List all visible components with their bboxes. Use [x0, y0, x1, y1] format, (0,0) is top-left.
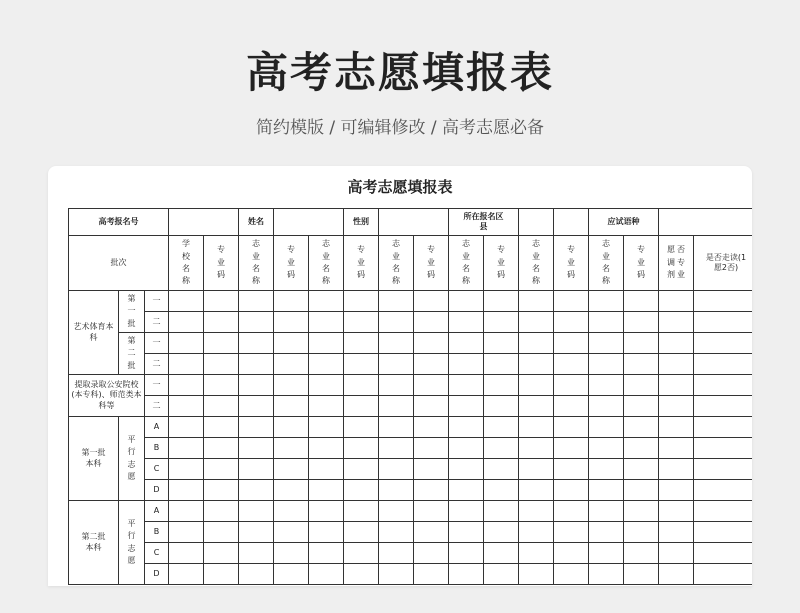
input-cell[interactable] [169, 396, 204, 417]
input-cell[interactable] [379, 564, 414, 585]
input-cell[interactable] [239, 459, 274, 480]
col-major-code: 专业码 [484, 236, 519, 291]
input-cell[interactable] [589, 291, 624, 312]
input-cell[interactable] [554, 291, 589, 312]
input-cell[interactable] [659, 354, 694, 375]
input-cell[interactable] [344, 564, 379, 585]
input-cell[interactable] [309, 396, 344, 417]
input-cell[interactable] [204, 501, 239, 522]
input-cell[interactable] [519, 291, 554, 312]
input-cell[interactable] [519, 333, 554, 354]
input-cell[interactable] [309, 417, 344, 438]
input-cell[interactable] [624, 396, 659, 417]
input-cell[interactable] [344, 543, 379, 564]
input-cell[interactable] [379, 333, 414, 354]
input-cell[interactable] [484, 354, 519, 375]
input-cell[interactable] [449, 333, 484, 354]
input-cell[interactable] [379, 396, 414, 417]
row-label: B [145, 438, 169, 459]
input-cell[interactable] [309, 522, 344, 543]
row-label: B [145, 522, 169, 543]
input-cell[interactable] [659, 396, 694, 417]
input-cell[interactable] [589, 396, 624, 417]
input-cell[interactable] [379, 438, 414, 459]
input-cell[interactable] [309, 564, 344, 585]
input-cell[interactable] [239, 354, 274, 375]
input-cell[interactable] [204, 396, 239, 417]
input-cell[interactable] [484, 543, 519, 564]
input-cell[interactable] [589, 375, 624, 396]
input-cell[interactable] [274, 522, 309, 543]
input-cell[interactable] [274, 333, 309, 354]
input-cell[interactable] [694, 291, 752, 312]
input-cell[interactable] [589, 354, 624, 375]
input-cell[interactable] [414, 375, 449, 396]
input-cell[interactable] [659, 459, 694, 480]
input-cell[interactable] [624, 333, 659, 354]
input-cell[interactable] [344, 480, 379, 501]
col-major-code: 专业码 [204, 236, 239, 291]
input-cell[interactable] [519, 459, 554, 480]
input-cell[interactable] [239, 333, 274, 354]
input-cell[interactable] [414, 522, 449, 543]
input-cell[interactable] [239, 312, 274, 333]
input-cell[interactable] [484, 480, 519, 501]
section-tier1: 第一批本科 [69, 417, 119, 501]
input-cell[interactable] [659, 375, 694, 396]
input-cell[interactable] [414, 396, 449, 417]
input-cell[interactable] [274, 543, 309, 564]
input-cell[interactable] [344, 522, 379, 543]
name-field[interactable] [274, 209, 344, 236]
input-cell[interactable] [204, 438, 239, 459]
col-wish-name: 志业名称 [589, 236, 624, 291]
col-major-code: 专业码 [414, 236, 449, 291]
col-major-code: 专业码 [274, 236, 309, 291]
form-title: 高考志愿填报表 [347, 178, 453, 196]
input-cell[interactable] [309, 501, 344, 522]
input-cell[interactable] [169, 501, 204, 522]
input-cell[interactable] [589, 564, 624, 585]
input-cell[interactable] [239, 438, 274, 459]
input-cell[interactable] [694, 312, 752, 333]
input-cell[interactable] [484, 438, 519, 459]
input-cell[interactable] [344, 501, 379, 522]
input-cell[interactable] [309, 480, 344, 501]
row-label: C [145, 459, 169, 480]
input-cell[interactable] [624, 459, 659, 480]
col-wish-name: 志业名称 [239, 236, 274, 291]
row-label: 二 [145, 396, 169, 417]
row-label: 二 [145, 354, 169, 375]
input-cell[interactable] [449, 291, 484, 312]
input-cell[interactable] [624, 480, 659, 501]
section-police-normal: 提取录取公安院校(本专科)、师范类本科等 [69, 375, 145, 417]
page-title: 高考志愿填报表 [245, 48, 554, 97]
input-cell[interactable] [624, 354, 659, 375]
input-cell[interactable] [554, 333, 589, 354]
input-cell[interactable] [379, 312, 414, 333]
row-label: A [145, 417, 169, 438]
sub-first-batch: 第一批 [119, 291, 145, 333]
input-cell[interactable] [554, 396, 589, 417]
input-cell[interactable] [204, 291, 239, 312]
input-cell[interactable] [414, 501, 449, 522]
input-cell[interactable] [659, 501, 694, 522]
name-label: 姓名 [239, 209, 274, 236]
input-cell[interactable] [659, 480, 694, 501]
input-cell[interactable] [589, 333, 624, 354]
input-cell[interactable] [344, 438, 379, 459]
input-cell[interactable] [169, 564, 204, 585]
input-cell[interactable] [694, 480, 752, 501]
volunteer-form-table [68, 208, 752, 585]
input-cell[interactable] [204, 459, 239, 480]
input-cell[interactable] [554, 564, 589, 585]
input-cell[interactable] [554, 354, 589, 375]
col-wish-name: 志业名称 [519, 236, 554, 291]
input-cell[interactable] [589, 312, 624, 333]
input-cell[interactable] [589, 501, 624, 522]
input-cell[interactable] [519, 543, 554, 564]
batch-header: 批次 [69, 236, 169, 291]
col-wish-name: 志业名称 [379, 236, 414, 291]
input-cell[interactable] [169, 333, 204, 354]
input-cell[interactable] [589, 438, 624, 459]
input-cell[interactable] [519, 312, 554, 333]
input-cell[interactable] [519, 564, 554, 585]
input-cell[interactable] [379, 354, 414, 375]
input-cell[interactable] [519, 417, 554, 438]
input-cell[interactable] [519, 438, 554, 459]
input-cell[interactable] [659, 564, 694, 585]
input-cell[interactable] [239, 291, 274, 312]
input-cell[interactable] [344, 291, 379, 312]
input-cell[interactable] [169, 438, 204, 459]
row-label: 一 [145, 291, 169, 312]
input-cell[interactable] [659, 312, 694, 333]
input-cell[interactable] [694, 333, 752, 354]
input-cell[interactable] [449, 501, 484, 522]
input-cell[interactable] [624, 501, 659, 522]
input-cell[interactable] [169, 459, 204, 480]
input-cell[interactable] [449, 312, 484, 333]
input-cell[interactable] [239, 522, 274, 543]
input-cell[interactable] [694, 396, 752, 417]
exam-no-label: 高考报名号 [69, 209, 169, 236]
input-cell[interactable] [554, 438, 589, 459]
input-cell[interactable] [309, 375, 344, 396]
col-wish-name: 志业名称 [309, 236, 344, 291]
input-cell[interactable] [344, 333, 379, 354]
input-cell[interactable] [379, 501, 414, 522]
row-label: A [145, 501, 169, 522]
input-cell[interactable] [309, 354, 344, 375]
input-cell[interactable] [344, 375, 379, 396]
input-cell[interactable] [379, 480, 414, 501]
input-cell[interactable] [624, 291, 659, 312]
input-cell[interactable] [169, 543, 204, 564]
input-cell[interactable] [414, 291, 449, 312]
input-cell[interactable] [449, 354, 484, 375]
input-cell[interactable] [694, 459, 752, 480]
row-label: 一 [145, 375, 169, 396]
input-cell[interactable] [519, 480, 554, 501]
input-cell[interactable] [239, 543, 274, 564]
input-cell[interactable] [204, 543, 239, 564]
input-cell[interactable] [309, 438, 344, 459]
input-cell[interactable] [659, 438, 694, 459]
input-cell[interactable] [554, 312, 589, 333]
input-cell[interactable] [694, 564, 752, 585]
sub-second-batch: 第二批 [119, 333, 145, 375]
input-cell[interactable] [554, 522, 589, 543]
input-cell[interactable] [344, 417, 379, 438]
input-cell[interactable] [344, 312, 379, 333]
input-cell[interactable] [169, 312, 204, 333]
input-cell[interactable] [274, 501, 309, 522]
row-label: 二 [145, 312, 169, 333]
input-cell[interactable] [694, 522, 752, 543]
input-cell[interactable] [519, 501, 554, 522]
input-cell[interactable] [309, 333, 344, 354]
input-cell[interactable] [204, 354, 239, 375]
input-cell[interactable] [659, 522, 694, 543]
input-cell[interactable] [694, 501, 752, 522]
input-cell[interactable] [659, 543, 694, 564]
form-card [48, 166, 752, 586]
input-cell[interactable] [519, 396, 554, 417]
input-cell[interactable] [274, 480, 309, 501]
parallel-wish-1: 平行志愿 [119, 417, 145, 501]
parallel-wish-2: 平行志愿 [119, 501, 145, 585]
input-cell[interactable] [589, 543, 624, 564]
input-cell[interactable] [624, 438, 659, 459]
input-cell[interactable] [414, 480, 449, 501]
input-cell[interactable] [484, 396, 519, 417]
input-cell[interactable] [624, 522, 659, 543]
input-cell[interactable] [484, 501, 519, 522]
section-art-sports: 艺术体育本科 [69, 291, 119, 375]
col-major-code: 专业码 [554, 236, 589, 291]
input-cell[interactable] [659, 291, 694, 312]
col-major-code: 专业码 [344, 236, 379, 291]
input-cell[interactable] [379, 459, 414, 480]
language-label: 应试语种 [589, 209, 659, 236]
input-cell[interactable] [274, 291, 309, 312]
col-school-name: 学校名称 [169, 236, 204, 291]
input-cell[interactable] [274, 312, 309, 333]
input-cell[interactable] [309, 312, 344, 333]
district-field-2[interactable] [554, 209, 589, 236]
input-cell[interactable] [379, 543, 414, 564]
input-cell[interactable] [274, 354, 309, 375]
input-cell[interactable] [239, 564, 274, 585]
input-cell[interactable] [589, 480, 624, 501]
input-cell[interactable] [414, 459, 449, 480]
input-cell[interactable] [204, 417, 239, 438]
input-cell[interactable] [344, 396, 379, 417]
input-cell[interactable] [449, 438, 484, 459]
input-cell[interactable] [414, 417, 449, 438]
row-label: D [145, 564, 169, 585]
input-cell[interactable] [239, 501, 274, 522]
input-cell[interactable] [554, 501, 589, 522]
input-cell[interactable] [274, 396, 309, 417]
row-label: D [145, 480, 169, 501]
input-cell[interactable] [484, 312, 519, 333]
input-cell[interactable] [169, 417, 204, 438]
input-cell[interactable] [239, 375, 274, 396]
input-cell[interactable] [274, 417, 309, 438]
input-cell[interactable] [169, 522, 204, 543]
gender-field[interactable] [379, 209, 449, 236]
district-label: 所在报名区县 [449, 209, 519, 236]
input-cell[interactable] [449, 396, 484, 417]
input-cell[interactable] [484, 291, 519, 312]
input-cell[interactable] [379, 375, 414, 396]
input-cell[interactable] [414, 543, 449, 564]
input-cell[interactable] [449, 564, 484, 585]
input-cell[interactable] [379, 522, 414, 543]
input-cell[interactable] [484, 564, 519, 585]
input-cell[interactable] [694, 375, 752, 396]
district-field[interactable] [519, 209, 554, 236]
input-cell[interactable] [554, 543, 589, 564]
input-cell[interactable] [414, 333, 449, 354]
input-cell[interactable] [449, 375, 484, 396]
col-adjust: 愿调剂否专业 [659, 236, 694, 291]
input-cell[interactable] [659, 333, 694, 354]
input-cell[interactable] [274, 564, 309, 585]
input-cell[interactable] [554, 417, 589, 438]
input-cell[interactable] [624, 312, 659, 333]
input-cell[interactable] [484, 459, 519, 480]
input-cell[interactable] [624, 564, 659, 585]
input-cell[interactable] [484, 522, 519, 543]
input-cell[interactable] [274, 375, 309, 396]
input-cell[interactable] [204, 312, 239, 333]
input-cell[interactable] [344, 354, 379, 375]
input-cell[interactable] [449, 543, 484, 564]
input-cell[interactable] [624, 417, 659, 438]
gender-label: 性别 [344, 209, 379, 236]
input-cell[interactable] [309, 459, 344, 480]
input-cell[interactable] [449, 459, 484, 480]
page-subtitle: 简约模版 / 可编辑修改 / 高考志愿必备 [255, 118, 545, 138]
input-cell[interactable] [519, 354, 554, 375]
input-cell[interactable] [694, 417, 752, 438]
col-agree: 是否走读(1愿2否) [694, 236, 752, 291]
input-cell[interactable] [554, 480, 589, 501]
col-major-code: 专业码 [624, 236, 659, 291]
input-cell[interactable] [414, 564, 449, 585]
input-cell[interactable] [519, 375, 554, 396]
input-cell[interactable] [414, 312, 449, 333]
input-cell[interactable] [484, 333, 519, 354]
col-wish-name: 志业名称 [449, 236, 484, 291]
input-cell[interactable] [589, 459, 624, 480]
input-cell[interactable] [484, 375, 519, 396]
input-cell[interactable] [589, 417, 624, 438]
input-cell[interactable] [204, 375, 239, 396]
input-cell[interactable] [239, 417, 274, 438]
input-cell[interactable] [449, 522, 484, 543]
input-cell[interactable] [274, 459, 309, 480]
input-cell[interactable] [169, 291, 204, 312]
input-cell[interactable] [239, 396, 274, 417]
input-cell[interactable] [169, 375, 204, 396]
input-cell[interactable] [309, 291, 344, 312]
input-cell[interactable] [169, 480, 204, 501]
input-cell[interactable] [239, 480, 274, 501]
input-cell[interactable] [554, 459, 589, 480]
input-cell[interactable] [589, 522, 624, 543]
input-cell[interactable] [554, 375, 589, 396]
input-cell[interactable] [274, 438, 309, 459]
input-cell[interactable] [694, 438, 752, 459]
exam-no-field[interactable] [169, 209, 239, 236]
input-cell[interactable] [204, 333, 239, 354]
input-cell[interactable] [624, 375, 659, 396]
input-cell[interactable] [484, 417, 519, 438]
input-cell[interactable] [624, 543, 659, 564]
input-cell[interactable] [204, 564, 239, 585]
row-label: 一 [145, 333, 169, 354]
input-cell[interactable] [449, 417, 484, 438]
language-field[interactable] [659, 209, 752, 236]
input-cell[interactable] [344, 459, 379, 480]
input-cell[interactable] [414, 438, 449, 459]
input-cell[interactable] [449, 480, 484, 501]
input-cell[interactable] [204, 480, 239, 501]
input-cell[interactable] [659, 417, 694, 438]
input-cell[interactable] [519, 522, 554, 543]
input-cell[interactable] [309, 543, 344, 564]
input-cell[interactable] [379, 291, 414, 312]
input-cell[interactable] [379, 417, 414, 438]
input-cell[interactable] [694, 543, 752, 564]
input-cell[interactable] [694, 354, 752, 375]
section-tier2: 第二批本科 [69, 501, 119, 585]
input-cell[interactable] [169, 354, 204, 375]
input-cell[interactable] [204, 522, 239, 543]
input-cell[interactable] [414, 354, 449, 375]
row-label: C [145, 543, 169, 564]
